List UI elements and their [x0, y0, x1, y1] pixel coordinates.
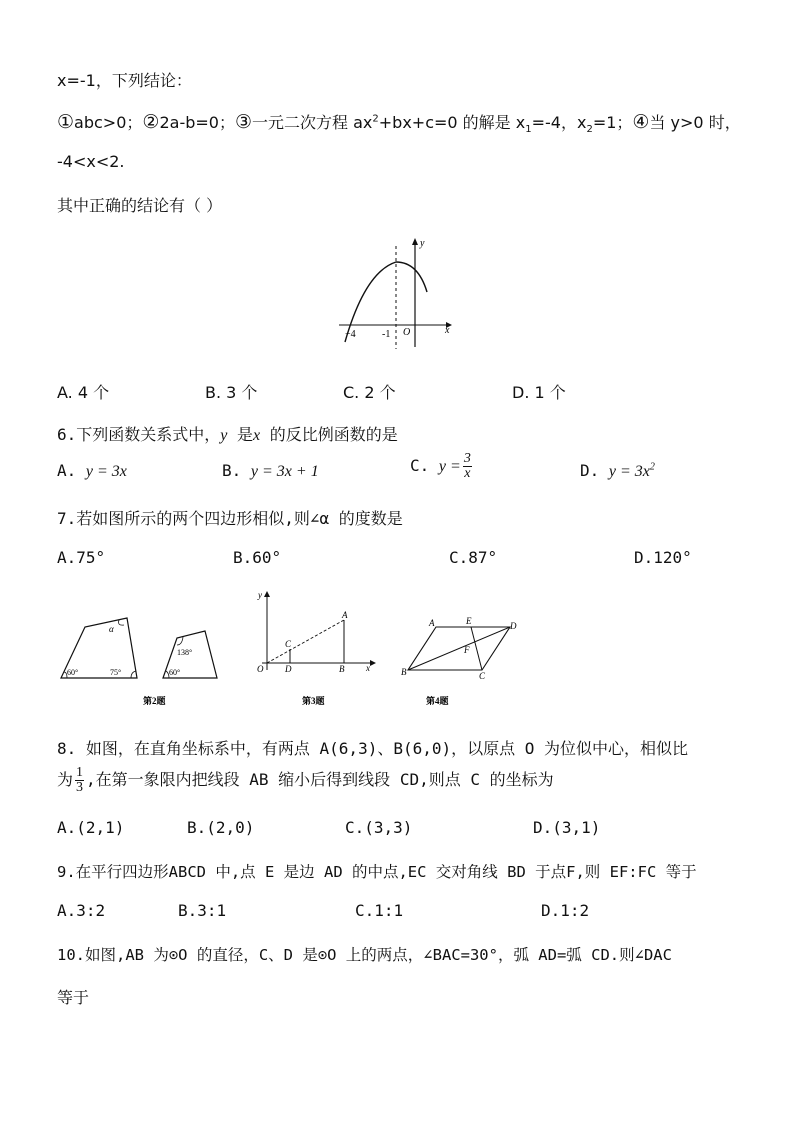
alpha-angle-mark [119, 620, 124, 625]
q8-line-2-post: ,在第一象限内把线段 AB 缩小后得到线段 CD,则点 C 的坐标为 [86, 770, 554, 789]
q7-option-a[interactable]: A.75° [57, 548, 106, 567]
conclusion-3-mid: +bx+c=0 的解是 x [378, 113, 526, 132]
q5-option-d[interactable]: D. 1 个 [512, 383, 566, 402]
q6-var-x: x [253, 427, 261, 444]
fig4-label-a: A [429, 618, 435, 628]
q5-option-b[interactable]: B. 3 个 [205, 383, 258, 402]
figure-2 [55, 605, 225, 710]
q7-option-c[interactable]: C.87° [449, 548, 498, 567]
q6-option-d[interactable] [580, 461, 655, 481]
q8-line-2 [57, 766, 554, 795]
y-label: y [420, 238, 425, 249]
conclusion-1: abc>0； [74, 113, 143, 132]
q9-option-a[interactable]: A.3:2 [57, 901, 106, 920]
q6-option-a-label: A. [57, 461, 77, 480]
q6-var-y: y [220, 427, 228, 444]
q8-line-2-pre: 为 [57, 770, 74, 789]
fig3-y-label: y [258, 590, 262, 600]
ratio-fraction [75, 766, 84, 795]
q10-stem: 10.如图,AB 为⊙O 的直径，C、D 是⊙O 上的两点，∠BAC=30°，弧 AD=弧 CD.则∠DAC [57, 946, 672, 964]
q6-option-d-expr: y = 3x [608, 463, 650, 480]
q7-stem: 7.若如图所示的两个四边形相似,则∠α 的度数是 [57, 509, 403, 528]
q6-option-a[interactable] [57, 461, 127, 481]
q6-stem-mid: 是 [227, 425, 254, 444]
fig4-label-c: C [479, 671, 486, 681]
conclusion-3-sup: 2 [372, 113, 379, 125]
fig3-x-label: x [366, 663, 370, 673]
q6-stem [57, 422, 398, 445]
x-label: x [445, 325, 450, 336]
q5-line-3: -4<x<2. [57, 152, 125, 171]
conclusion-3-pre: 一元二次方程 ax [252, 113, 373, 132]
origin-label: O [403, 327, 411, 338]
figure-3-caption: 第3题 [302, 696, 325, 706]
diagonal-bd [408, 627, 510, 670]
tick-neg1: -1 [382, 329, 391, 340]
angle-75-mark [131, 671, 136, 678]
q6-option-b[interactable] [222, 461, 319, 481]
fig4-label-d: D [510, 621, 517, 631]
q6-option-b-label: B. [222, 461, 242, 480]
q6-option-c[interactable] [410, 452, 474, 481]
q6-option-b-expr: y = 3x + 1 [250, 463, 319, 480]
conclusion-4: 当 y>0 时， [649, 113, 741, 132]
q9-option-c[interactable]: C.1:1 [355, 901, 404, 920]
q5-question: 其中正确的结论有（ ） [57, 196, 223, 215]
point-a-label: A [342, 610, 348, 620]
q6-option-c-label: C. [410, 456, 430, 475]
q7-option-d[interactable]: D.120° [634, 548, 692, 567]
ratio-den: 3 [76, 780, 84, 795]
q6-option-a-expr: y = 3x [85, 463, 127, 480]
fig3-y-arrow [264, 591, 270, 597]
point-b-label: B [339, 664, 345, 674]
conclusion-3-sub2: 2 [586, 124, 593, 136]
q6-option-d-sup: 2 [649, 461, 655, 473]
figure-3 [252, 588, 382, 710]
q6-stem-post: 的反比例函数的是 [260, 425, 398, 444]
conclusion-2: 2a-b=0； [159, 113, 235, 132]
segment-ec [471, 627, 482, 670]
q5-option-c[interactable]: C. 2 个 [343, 383, 396, 402]
q8-option-a[interactable]: A.(2,1) [57, 818, 125, 837]
fig4-label-e: E [466, 616, 472, 626]
q6-option-c-fraction [463, 452, 472, 481]
figure-4-caption: 第4题 [426, 696, 449, 706]
point-d-label: D [285, 664, 292, 674]
tick-neg4: −4 [345, 329, 356, 340]
circled-2: ② [142, 111, 160, 133]
y-axis-arrow [412, 238, 418, 245]
figure-4 [398, 612, 523, 710]
q6-option-d-label: D. [580, 461, 600, 480]
angle-138-label: 138° [177, 648, 193, 657]
q7-option-b[interactable]: B.60° [233, 548, 282, 567]
ratio-num: 1 [76, 765, 84, 780]
parabola-graph [335, 232, 460, 352]
point-c-label: C [285, 639, 292, 649]
angle-60-label-1: 60° [67, 668, 79, 677]
conclusion-3-sub1: 1 [525, 124, 532, 136]
q8-stem: 8. 如图，在直角坐标系中，有两点 A(6,3)、B(6,0)，以原点 O 为位似中心，相似比 [57, 739, 689, 758]
q6-option-c-num: 3 [463, 451, 471, 466]
circled-1: ① [57, 111, 75, 133]
q8-option-b[interactable]: B.(2,0) [187, 818, 255, 837]
q9-option-d[interactable]: D.1:2 [541, 901, 590, 920]
alpha-label: α [109, 624, 114, 634]
q5-option-a[interactable]: A. 4 个 [57, 383, 110, 402]
circled-4: ④ [632, 111, 650, 133]
conclusion-3-eq2: =1； [592, 113, 633, 132]
q10-line-2: 等于 [57, 988, 90, 1007]
figure-2-caption: 第2题 [143, 696, 166, 706]
fig4-label-b: B [401, 667, 407, 677]
angle-75-label: 75° [110, 668, 122, 677]
q9-stem: 9.在平行四边形ABCD 中,点 E 是边 AD 的中点,EC 交对角线 BD 于点F,则 EF:FC 等于 [57, 863, 697, 881]
q6-stem-pre: 6.下列函数关系式中， [57, 425, 221, 444]
fig3-origin-label: O [257, 664, 264, 674]
angle-60-label-2: 60° [169, 668, 181, 677]
q9-option-b[interactable]: B.3:1 [178, 901, 227, 920]
fig4-label-f: F [464, 645, 470, 655]
q8-option-d[interactable]: D.(3,1) [533, 818, 601, 837]
q5-conclusions [57, 110, 741, 135]
fig3-x-arrow [370, 660, 376, 666]
circled-3: ③ [234, 111, 253, 133]
q6-option-c-den: x [464, 466, 471, 481]
dashed-oa [267, 620, 344, 663]
conclusion-3-eq1: =-4，x [531, 113, 587, 132]
q5-line-1: x=-1，下列结论： [57, 71, 192, 90]
q8-option-c[interactable]: C.(3,3) [345, 818, 413, 837]
q6-option-c-pre: y = [438, 458, 461, 475]
